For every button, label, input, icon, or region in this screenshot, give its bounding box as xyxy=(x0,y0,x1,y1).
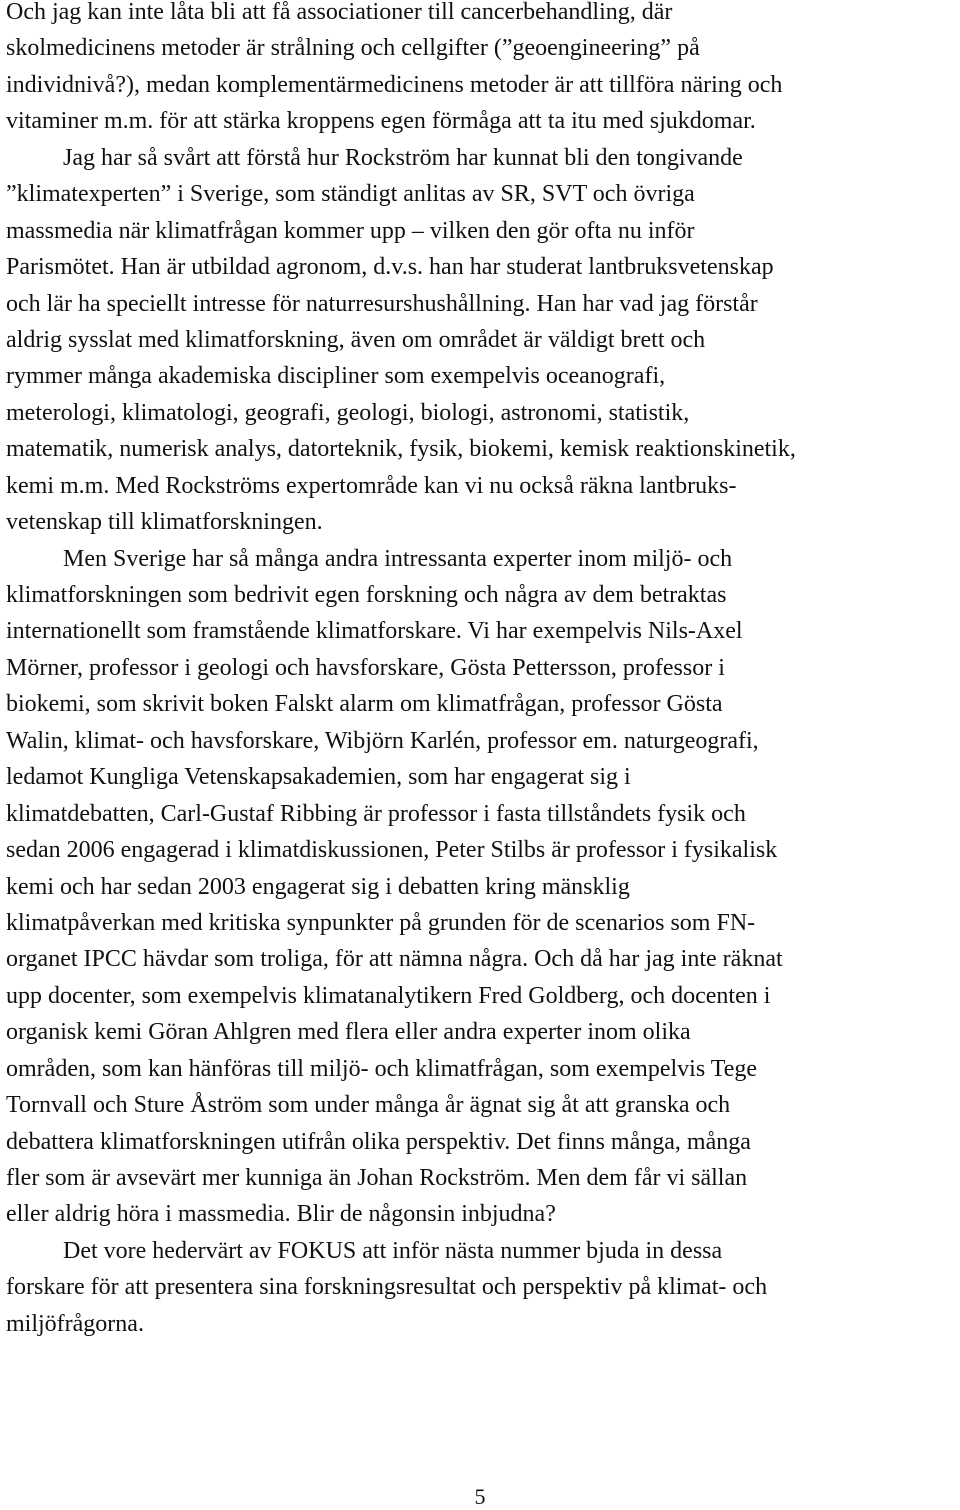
text-line: vetenskap till klimatforskningen. xyxy=(6,509,323,536)
text-line: klimatforskningen som bedrivit egen forskning och några av dem betraktas xyxy=(6,582,727,608)
text-line: aldrig sysslat med klimatforskning, även om området är väldigt brett och xyxy=(6,326,706,353)
text-line: biokemi, som skrivit boken Falskt alarm om klimatfrågan, professor Gösta xyxy=(6,691,723,718)
text-line: områden, som kan hänföras till miljö- och klimatfrågan, som exempelvis Tege xyxy=(6,1055,758,1082)
paragraph-first-line: Men Sverige har så många andra intressanta experter inom miljö- och xyxy=(63,545,733,572)
text-line: ledamot Kungliga Vetenskapsakademien, som har engagerat sig i xyxy=(6,764,631,791)
text-line: kemi m.m. Med Rockströms expertområde kan vi nu också räkna lantbruks- xyxy=(6,472,737,499)
text-line: debattera klimatforskningen utifrån olika perspektiv. Det finns många, många xyxy=(6,1128,751,1155)
text-line: vitaminer m.m. för att stärka kroppens egen förmåga att ta itu med sjukdomar. xyxy=(6,108,756,135)
text-line: fler som är avsevärt mer kunniga än Johan Rockström. Men dem får vi sällan xyxy=(6,1165,748,1191)
paragraph-first-line: Jag har så svårt att förstå hur Rockström har kunnat bli den tongivande xyxy=(63,144,743,171)
paragraph-first-line: Det vore hedervärt av FOKUS att inför nästa nummer bjuda in dessa xyxy=(63,1237,723,1264)
text-line: eller aldrig höra i massmedia. Blir de någonsin inbjudna? xyxy=(6,1201,556,1228)
text-line: Mörner, professor i geologi och havsforskare, Gösta Pettersson, professor i xyxy=(6,654,725,681)
body-text xyxy=(6,0,956,1342)
text-line: organet IPCC hävdar som troliga, för att nämna några. Och då har jag inte räknat xyxy=(6,946,783,973)
text-line: rymmer många akademiska discipliner som exempelvis oceanografi, xyxy=(6,363,666,390)
text-line: organisk kemi Göran Ahlgren med flera eller andra experter inom olika xyxy=(6,1019,691,1046)
text-line: massmedia när klimatfrågan kommer upp – vilken den gör ofta nu inför xyxy=(6,217,695,244)
text-line: kemi och har sedan 2003 engagerat sig i debatten kring mänsklig xyxy=(6,873,630,900)
text-line: Parismötet. Han är utbildad agronom, d.v.s. han har studerat lantbruksvetenskap xyxy=(6,254,774,281)
text-line: ”klimatexperten” i Sverige, som ständigt anlitas av SR, SVT och övriga xyxy=(6,181,695,208)
text-line: klimatdebatten, Carl-Gustaf Ribbing är professor i fasta tillståndets fysik och xyxy=(6,800,746,827)
text-line: klimatpåverkan med kritiska synpunkter på grunden för de scenarios som FN- xyxy=(6,909,756,936)
page-number: 5 xyxy=(474,1484,486,1509)
text-line: skolmedicinens metoder är strålning och cellgifter (”geoengineering” på xyxy=(6,35,700,62)
text-line: forskare för att presentera sina forskningsresultat och perspektiv på klimat- och xyxy=(6,1274,768,1301)
text-line: och lär ha speciellt intresse för naturresurshushållning. Han har vad jag förstår xyxy=(6,290,758,317)
text-line: matematik, numerisk analys, datorteknik, fysik, biokemi, kemisk reaktionskinetik, xyxy=(6,436,796,463)
text-line: upp docenter, som exempelvis klimatanalytikern Fred Goldberg, och docenten i xyxy=(6,982,771,1009)
text-line: Och jag kan inte låta bli att få associationer till cancerbehandling, där xyxy=(6,0,673,25)
text-line: internationellt som framstående klimatforskare. Vi har exempelvis Nils-Axel xyxy=(6,618,743,645)
text-line: Tornvall och Sture Åström som under många år ägnat sig åt att granska och xyxy=(6,1092,731,1119)
text-line: miljöfrågorna. xyxy=(6,1310,144,1337)
text-line: meterologi, klimatologi, geografi, geologi, biologi, astronomi, statistik, xyxy=(6,399,690,426)
text-line: individnivå?), medan komplementärmedicinens metoder är att tillföra näring och xyxy=(6,71,783,98)
text-line: Walin, klimat- och havsforskare, Wibjörn Karlén, professor em. naturgeografi, xyxy=(6,727,759,754)
text-line: sedan 2006 engagerad i klimatdiskussionen, Peter Stilbs är professor i fysikalisk xyxy=(6,837,778,864)
